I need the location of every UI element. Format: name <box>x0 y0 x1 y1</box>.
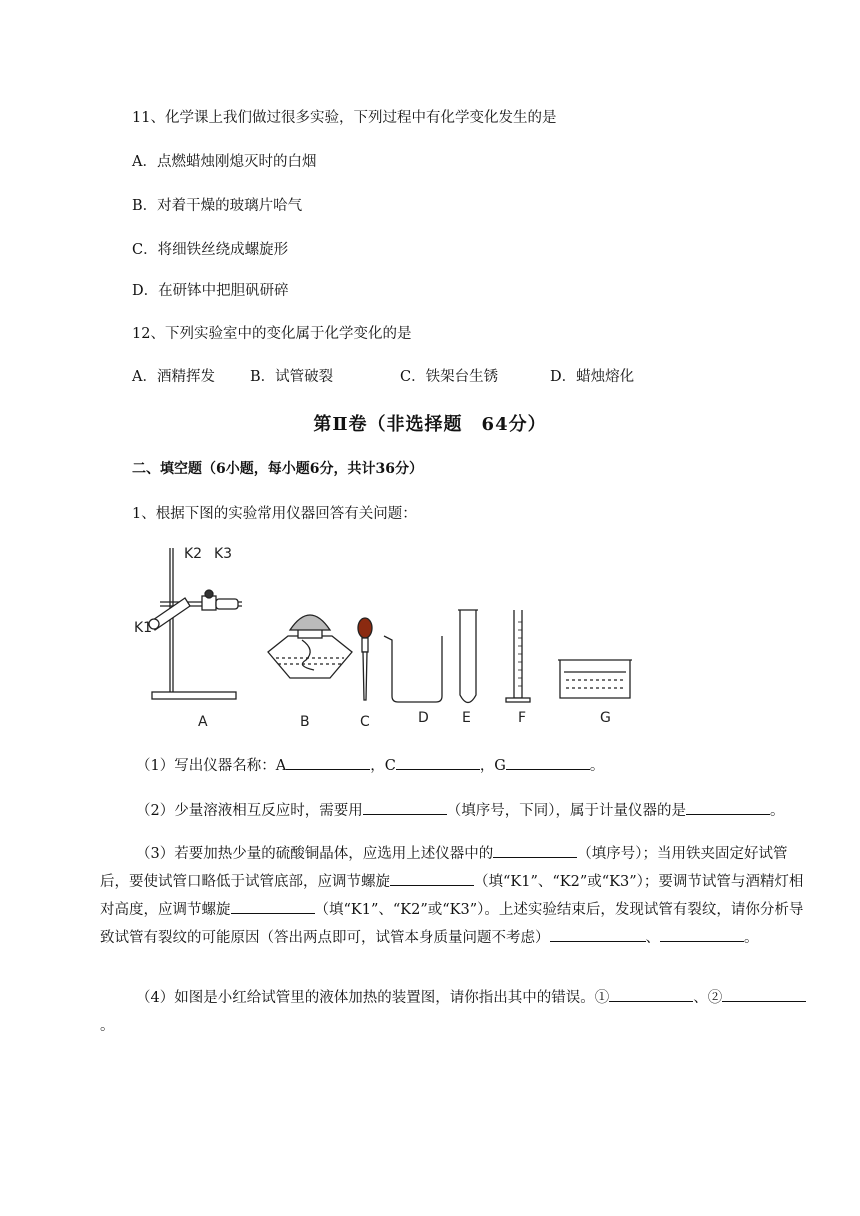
figure-label-f: F <box>518 710 527 726</box>
answer-blank[interactable] <box>286 755 370 770</box>
measuring-cylinder-icon <box>506 610 530 702</box>
figure-label-a: A <box>198 714 208 730</box>
q1-part4: （4）如图是小红给试管里的液体加热的装置图，请你指出其中的错误。① 、②。 <box>100 984 810 1040</box>
figure-label-c: C <box>360 714 370 730</box>
q1-part3: （3）若要加热少量的硫酸铜晶体，应选用上述仪器中的 （填序号）；当用铁夹固定好试管后，要使试管口略低于试管底部，应调节螺旋 （填“K1”、“K2”或“K3”）；要调节试管与酒精灯相对高度，应调节螺旋 （填“K1”、“K2”或“K3”）。上述实验结束后，发现试管有裂纹，请你分析导致试管有裂纹的可能原因（答出两点即可，试管本身质量问题不考虑） 、 。 <box>100 840 810 952</box>
q12-option-b: B．试管破裂 <box>250 369 334 385</box>
q12-option-c: C．铁架台生锈 <box>400 369 499 385</box>
section-title: 二、填空题（6小题，每小题6分，共计36分） <box>132 461 423 477</box>
q12-option-a: A．酒精挥发 <box>132 369 215 385</box>
q12-stem: 12、下列实验室中的变化属于化学变化的是 <box>132 326 412 342</box>
part2-title: 第Ⅱ卷（非选择题 64分） <box>313 414 547 435</box>
test-tube-icon <box>458 610 478 703</box>
answer-blank[interactable] <box>686 800 770 815</box>
q11-option-d: D．在研钵中把胆矾研碎 <box>132 283 289 299</box>
q1-part2: （2）少量溶液相互反应时，需要用 （填序号，下同），属于计量仪器的是 。 <box>100 797 810 825</box>
apparatus-figure <box>130 540 650 735</box>
q11-stem: 11、化学课上我们做过很多实验，下列过程中有化学变化发生的是 <box>132 110 557 126</box>
answer-blank[interactable] <box>609 987 693 1002</box>
answer-blank[interactable] <box>493 843 577 858</box>
figure-label-d: D <box>418 710 429 726</box>
answer-blank[interactable] <box>506 755 590 770</box>
alcohol-lamp-icon <box>268 615 352 678</box>
q11-option-c: C．将细铁丝绕成螺旋形 <box>132 242 289 258</box>
figure-label-g: G <box>600 710 611 726</box>
q1-part1: （1）写出仪器名称：A ，C ，G 。 <box>100 752 810 780</box>
answer-blank[interactable] <box>396 755 480 770</box>
figure-label-b: B <box>300 714 310 730</box>
figure-label-e: E <box>462 710 471 726</box>
answer-blank[interactable] <box>660 927 744 942</box>
answer-blank[interactable] <box>363 800 447 815</box>
beaker-icon <box>384 636 442 702</box>
q1-stem: 1、根据下图的实验常用仪器回答有关问题： <box>132 506 417 522</box>
water-trough-icon <box>558 660 632 698</box>
iron-stand-icon <box>149 548 242 699</box>
answer-blank[interactable] <box>390 871 474 886</box>
answer-blank[interactable] <box>722 987 806 1002</box>
knob-label-k1: K1 <box>134 620 153 636</box>
q11-option-b: B．对着干燥的玻璃片哈气 <box>132 198 303 214</box>
knob-label-k3: K3 <box>214 546 233 562</box>
q12-option-d: D．蜡烛熔化 <box>550 369 635 385</box>
answer-blank[interactable] <box>550 927 646 942</box>
answer-blank[interactable] <box>231 899 315 914</box>
dropper-icon <box>358 618 372 700</box>
knob-label-k2: K2 <box>184 546 203 562</box>
q11-option-a: A．点燃蜡烛刚熄灭时的白烟 <box>132 154 317 170</box>
